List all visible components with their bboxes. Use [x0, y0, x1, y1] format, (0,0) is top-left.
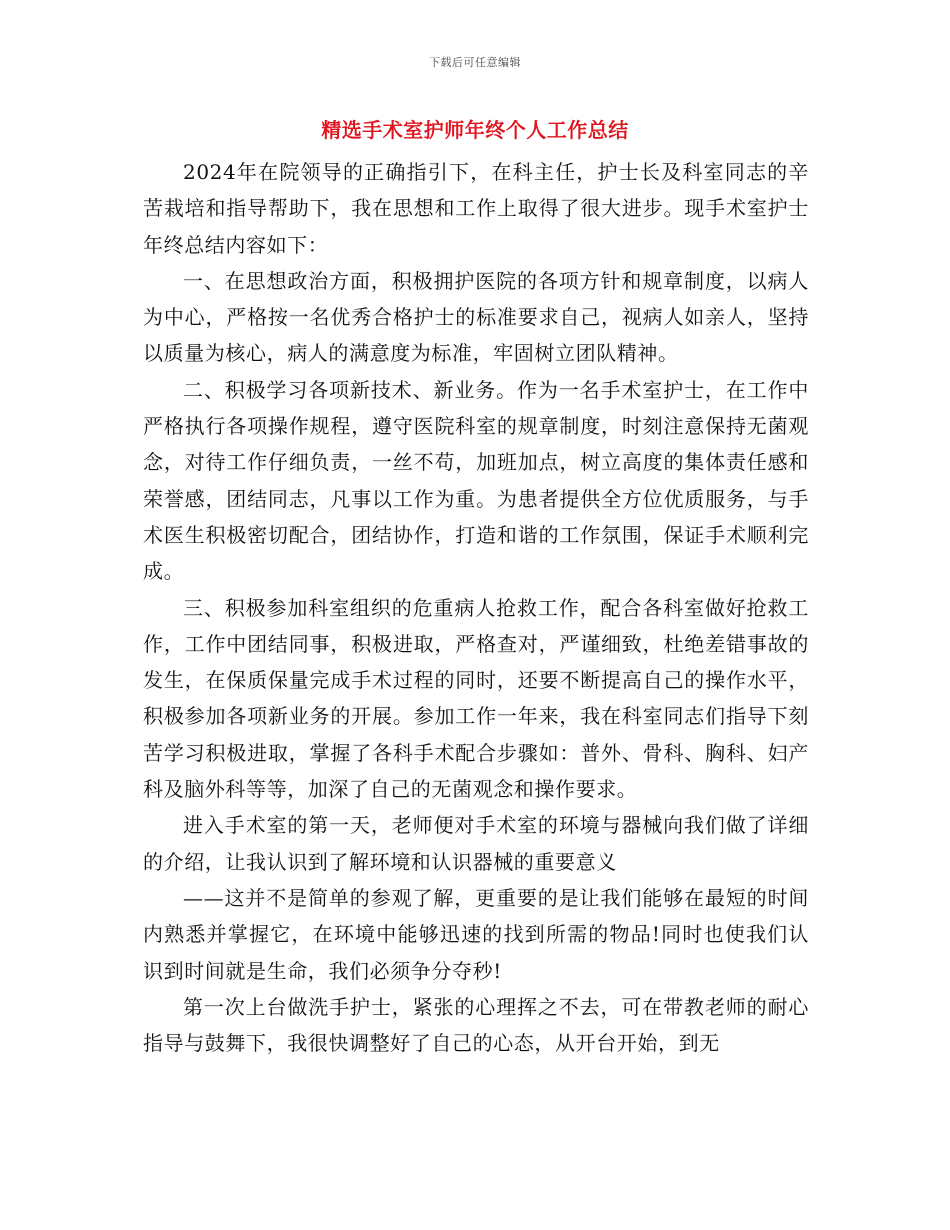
paragraph-first-day: 进入手术室的第一天，老师便对手术室的环境与器械向我们做了详细的介绍，让我认识到了解环境和认识器械的重要意义 [143, 813, 809, 874]
paragraph-first-scrub-nurse: 第一次上台做洗手护士，紧张的心理挥之不去，可在带教老师的耐心指导与鼓舞下，我很快调整好了自己的心态，从开台开始，到无 [143, 994, 809, 1056]
document-body [143, 154, 809, 1061]
paragraph-first-day-continued: ——这并不是简单的参观了解，更重要的是让我们能够在最短的时间内熟悉并掌握它，在环境中能够迅速的找到所需的物品!同时也使我们认识到时间就是生命，我们必须争分夺秒! [143, 885, 809, 983]
paragraph-section-2: 二、积极学习各项新技术、新业务。作为一名手术室护士，在工作中严格执行各项操作规程，遵守医院科室的规章制度，时刻注意保持无菌观念，对待工作仔细负责，一丝不苟，加班加点，树立高度的集体责任感和荣誉感，团结同志，凡事以工作为重。为患者提供全方位优质服务，与手术医生积极密切配合，团结协作，打造和谐的工作氛围，保证手术顺利完成。 [143, 377, 809, 584]
document-title: 精选手术室护师年终个人工作总结 [321, 118, 629, 142]
header-note: 下载后可任意编辑 [429, 56, 521, 69]
paragraph-intro: 2024年在院领导的正确指引下，在科主任，护士长及科室同志的辛苦栽培和指导帮助下，我在思想和工作上取得了很大进步。现手术室护士年终总结内容如下： [143, 160, 809, 257]
paragraph-section-3: 三、积极参加科室组织的危重病人抢救工作，配合各科室做好抢救工作，工作中团结同事，积极进取，严格查对，严谨细致，杜绝差错事故的发生，在保质保量完成手术过程的同时，还要不断提高自己的操作水平，积极参加各项新业务的开展。参加工作一年来，我在科室同志们指导下刻苦学习积极进取，掌握了各科手术配合步骤如：普外、骨科、胸科、妇产科及脑外科等等，加深了自己的无菌观念和操作要求。 [143, 595, 809, 802]
paragraph-section-1: 一、在思想政治方面，积极拥护医院的各项方针和规章制度，以病人为中心，严格按一名优秀合格护士的标准要求自己，视病人如亲人，坚持以质量为核心，病人的满意度为标准，牢固树立团队精神。 [143, 268, 809, 366]
